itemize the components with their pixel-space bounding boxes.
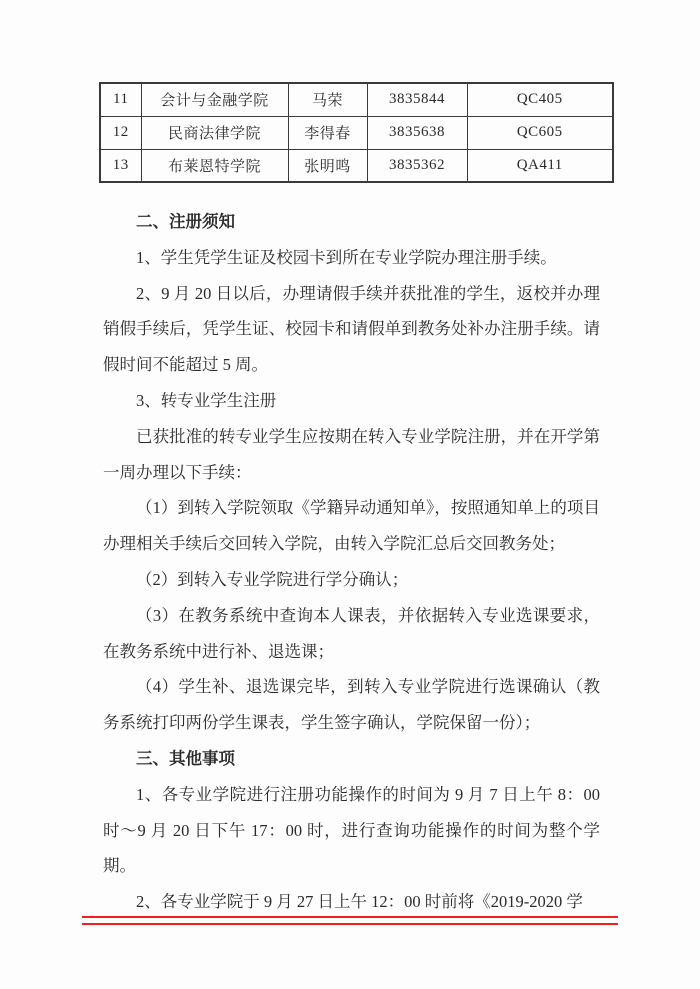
paragraph: （4）学生补、退选课完毕，到转入专业学院进行选课确认（教务系统打印两份学生课表，学生签字确认，学院保留一份）； <box>103 677 600 733</box>
paragraph: 3、转专业学生注册 <box>136 390 277 410</box>
cell-room: QC605 <box>467 116 613 149</box>
cell-college: 民商法律学院 <box>141 116 288 149</box>
paragraph: （2）到转入专业学院进行学分确认； <box>136 569 409 589</box>
cell-college: 会计与金融学院 <box>141 83 288 116</box>
section-heading-registration-notes: 二、注册须知 <box>136 212 235 231</box>
paragraph: （3）在教务系统中查询本人课表，并依据转入专业选课要求，在教务系统中进行补、退选课； <box>103 605 600 661</box>
paragraph: 已获批准的转专业学生应按期在转入专业学院注册，并在开学第一周办理以下手续： <box>103 426 600 482</box>
cell-contact: 张明鸣 <box>288 149 367 182</box>
cell-contact: 李得春 <box>288 116 367 149</box>
paragraph: 2、各专业学院于 9 月 27 日上午 12：00 时前将《2019-2020 学 <box>136 892 583 912</box>
table-row <box>100 116 613 149</box>
section-heading-other-matters: 三、其他事项 <box>136 748 235 768</box>
cell-row-number: 11 <box>100 83 141 116</box>
paragraph: 2、9 月 20 日以后，办理请假手续并获批准的学生，返校并办理销假手续后，凭学生证、校园卡和请假单到教务处补办注册手续。请假时间不能超过 5 周。 <box>103 283 600 375</box>
footer-double-rule <box>82 916 618 925</box>
paragraph: 1、学生凭学生证及校园卡到所在专业学院办理注册手续。 <box>136 247 557 267</box>
cell-room: QA411 <box>467 149 613 182</box>
paragraph: 1、各专业学院进行注册功能操作的时间为 9 月 7 日上午 8：00 时～9 月 20 日下午 17：00 时，进行查询功能操作的时间为整个学期。 <box>103 784 600 876</box>
cell-college: 布莱恩特学院 <box>141 149 288 182</box>
cell-room: QC405 <box>467 83 613 116</box>
document-body <box>103 204 600 920</box>
cell-phone: 3835844 <box>367 83 467 116</box>
cell-phone: 3835638 <box>367 116 467 149</box>
cell-row-number: 13 <box>100 149 141 182</box>
table-row <box>100 149 613 182</box>
table-row <box>100 83 613 116</box>
cell-phone: 3835362 <box>367 149 467 182</box>
cell-contact: 马荣 <box>288 83 367 116</box>
paragraph: （1）到转入学院领取《学籍异动通知单》，按照通知单上的项目办理相关手续后交回转入学院，由转入学院汇总后交回教务处； <box>103 498 600 554</box>
college-contact-table <box>99 82 614 183</box>
cell-row-number: 12 <box>100 116 141 149</box>
